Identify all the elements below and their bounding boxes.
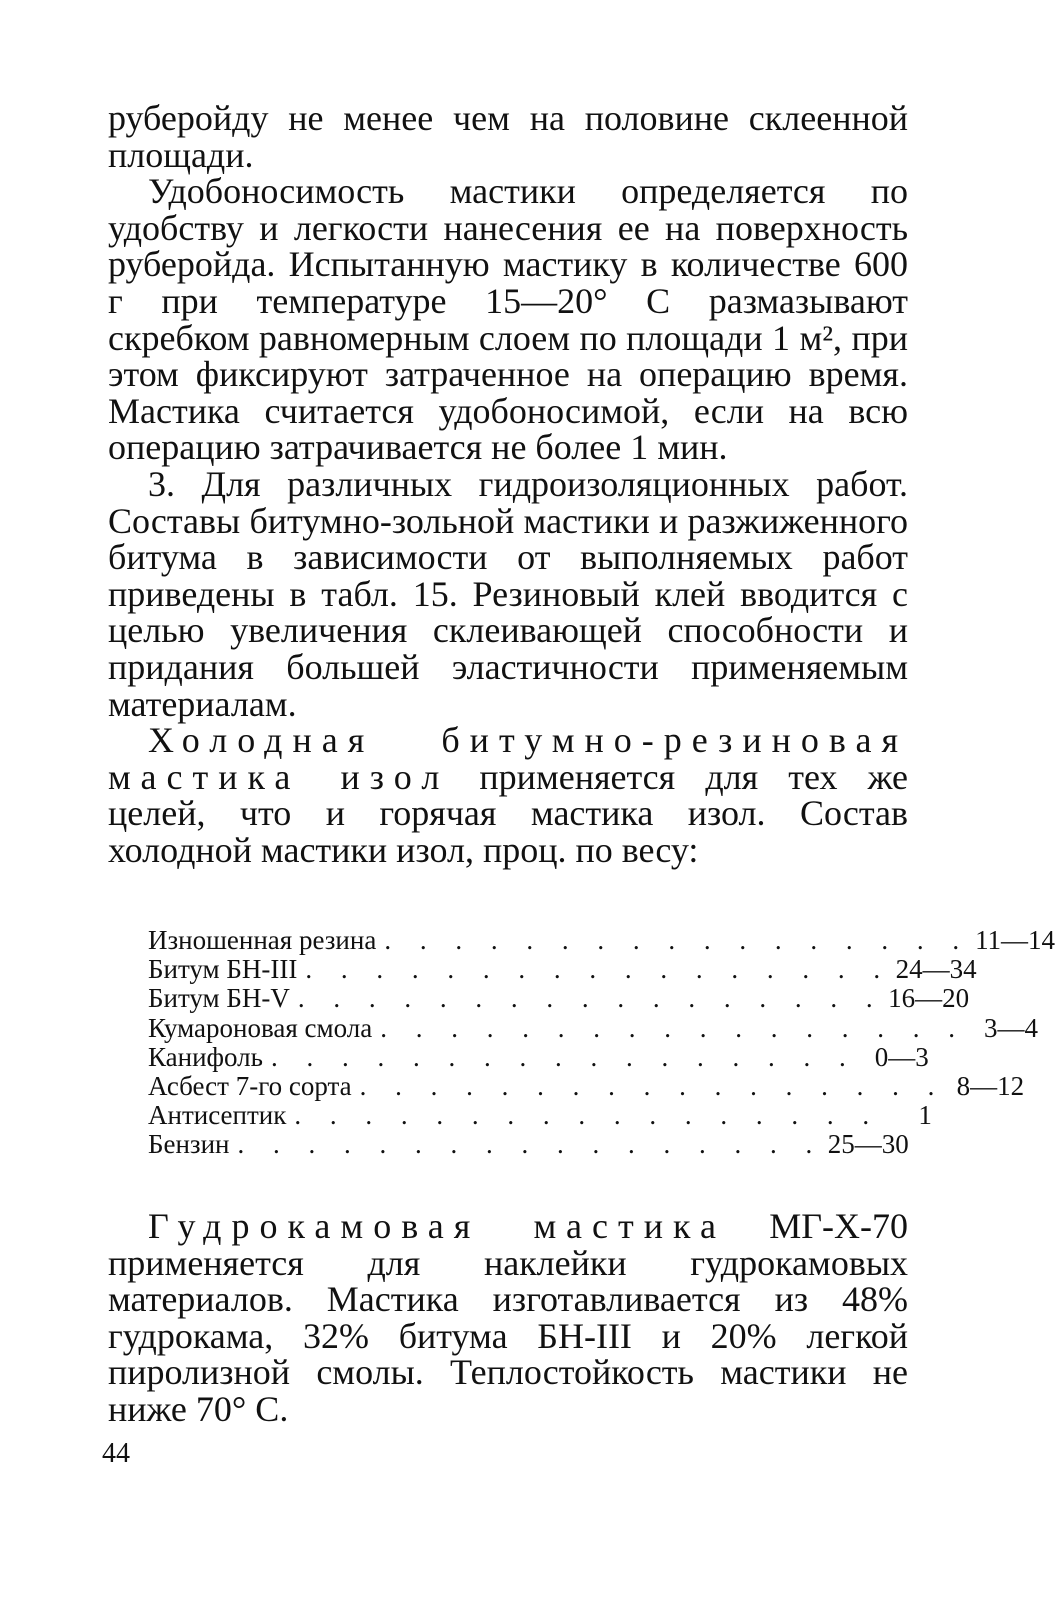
ingredient-percent: 16—20 (888, 983, 970, 1014)
ingredient-name: Канифоль (148, 1041, 263, 1072)
gudrokam-term: Гудрокамовая мастика (148, 1206, 726, 1246)
paragraph-hydroisolation: 3. Для различных гидроизоляционных работ. Составы битумно-зольной мастики и разжиженного битума в зависимости от выполняемых работ приведены в табл. 15. Резиновый клей вводится с целью увеличения склеивающей способности и придания большей эластичности применяемым материалам. (108, 463, 908, 724)
composition-row (148, 1070, 1025, 1101)
ingredient-percent: 25—30 (827, 1129, 909, 1160)
leader-dots: . . . . . . . . . . . . . . . . . (305, 954, 892, 985)
top-text-block (108, 100, 908, 868)
ingredient-percent: 8—12 (956, 1070, 1025, 1101)
ingredient-name: Бензин (148, 1129, 230, 1160)
composition-row (148, 954, 977, 985)
leader-dots: . . . . . . . . . . . . . . . . . (380, 1012, 966, 1043)
leader-dots: . . . . . . . . . . . . . . . . . (359, 1070, 946, 1101)
ingredient-percent: 3—4 (983, 1012, 1038, 1043)
paragraph-continuation: руберойду не менее чем на половине склеенной площади. (108, 98, 908, 175)
bottom-text-block (108, 1208, 908, 1428)
ingredient-percent: 11—14 (975, 925, 1056, 955)
paragraph-applicability: Удобоносимость мастики определяется по удобству и легкости нанесения ее на поверхность руберойда. Испытанную мастику в количестве 600 г при температуре 15—20° С размазывают скребком равномерным слоем по площади 1 м², при этом фиксируют затраченное на операцию время. Мастика считается удобоносимой, если на всю операцию затрачивается не более 1 мин. (108, 171, 908, 468)
cold-mastic-text: применяется для тех же целей, что и горячая мастика изол. Состав холодной мастики изол, проц. по весу: (108, 756, 908, 870)
leader-dots: . . . . . . . . . . . . . . . . . (237, 1129, 824, 1160)
composition-row (148, 1041, 929, 1072)
leader-dots: . . . . . . . . . . . . . . . . . (297, 983, 884, 1014)
cold-mastic-term: Холодная битумно-резиновая мастика изол (108, 720, 908, 797)
composition-row (148, 1129, 909, 1160)
composition-list (148, 925, 1056, 1160)
gudrokam-text: МГ-Х-70 применяется для наклейки гудрокамовых материалов. Мастика изготавливается из 48% гудрокама, 32% битума БН-III и 20% легкой пиролизной смолы. Теплостойкость мастики не ниже 70° С. (108, 1206, 908, 1429)
ingredient-percent: 1 (918, 1100, 932, 1131)
paragraph-cold-mastic (108, 722, 908, 868)
leader-dots: . . . . . . . . . . . . . . . . . (294, 1100, 881, 1131)
ingredient-name: Битум БН-III (148, 954, 298, 985)
ingredient-percent: 24—34 (895, 954, 977, 985)
ingredient-name: Изношенная резина (148, 925, 377, 955)
ingredient-name: Асбест 7-го сорта (148, 1070, 352, 1101)
composition-row (148, 983, 970, 1014)
page-number: 44 (102, 1438, 130, 1469)
ingredient-name: Битум БН-V (148, 983, 290, 1014)
ingredient-name: Кумароновая смола (148, 1012, 373, 1043)
composition-row (148, 1100, 932, 1131)
ingredient-percent: 0—3 (874, 1041, 929, 1072)
leader-dots: . . . . . . . . . . . . . . . . . (270, 1041, 857, 1072)
ingredient-name: Антисептик (148, 1100, 287, 1131)
paragraph-gudrokam (108, 1208, 908, 1428)
leader-dots: . . . . . . . . . . . . . . . . . (384, 925, 971, 955)
composition-row (148, 1012, 1038, 1043)
composition-row (148, 925, 1056, 955)
